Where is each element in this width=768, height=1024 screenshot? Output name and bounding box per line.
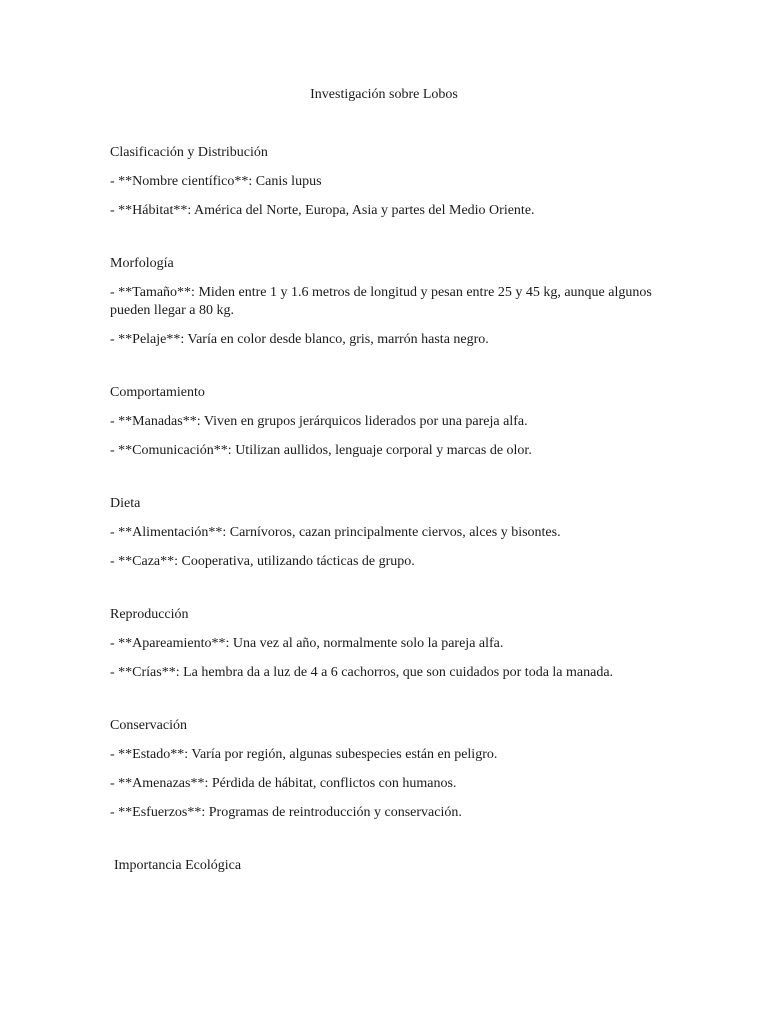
paragraph-item: - **Crías**: La hembra da a luz de 4 a 6 cachorros, que son cuidados por toda la manada. bbox=[110, 665, 614, 680]
document-body bbox=[110, 144, 670, 886]
section-importancia bbox=[110, 857, 670, 875]
paragraph-item: - **Comunicación**: Utilizan aullidos, lenguaje corporal y marcas de olor. bbox=[110, 443, 532, 458]
section-morfologia bbox=[110, 255, 670, 349]
document-title: Investigación sobre Lobos bbox=[310, 87, 458, 102]
section-heading: Reproducción bbox=[110, 607, 189, 622]
paragraph-item: - **Alimentación**: Carnívoros, cazan principalmente ciervos, alces y bisontes. bbox=[110, 525, 561, 540]
paragraph-item: - **Pelaje**: Varía en color desde blanco, gris, marrón hasta negro. bbox=[110, 332, 489, 347]
paragraph-item: - **Hábitat**: América del Norte, Europa, Asia y partes del Medio Oriente. bbox=[110, 203, 535, 218]
section-reproduccion bbox=[110, 606, 670, 682]
paragraph-item: - **Tamaño**: Miden entre 1 y 1.6 metros de longitud y pesan entre 25 y 45 kg, aunque algunos pueden llegar a 80 kg. bbox=[110, 285, 652, 318]
section-heading: Comportamiento bbox=[110, 385, 205, 400]
paragraph-item: - **Amenazas**: Pérdida de hábitat, conflictos con humanos. bbox=[110, 776, 457, 791]
section-heading: Dieta bbox=[110, 496, 141, 511]
paragraph-item: - **Manadas**: Viven en grupos jerárquicos liderados por una pareja alfa. bbox=[110, 414, 528, 429]
section-heading: Clasificación y Distribución bbox=[110, 145, 268, 160]
section-comportamiento bbox=[110, 384, 670, 460]
section-clasificacion bbox=[110, 144, 670, 220]
paragraph-item: - **Esfuerzos**: Programas de reintroducción y conservación. bbox=[110, 805, 462, 820]
section-heading: Conservación bbox=[110, 718, 187, 733]
paragraph-item: - **Nombre científico**: Canis lupus bbox=[110, 174, 322, 189]
section-conservacion bbox=[110, 717, 670, 822]
paragraph-item: - **Caza**: Cooperativa, utilizando tácticas de grupo. bbox=[110, 554, 415, 569]
paragraph-item: - **Apareamiento**: Una vez al año, normalmente solo la pareja alfa. bbox=[110, 636, 504, 651]
section-heading: Morfología bbox=[110, 256, 174, 271]
section-heading: Importancia Ecológica bbox=[114, 858, 242, 873]
section-dieta bbox=[110, 495, 670, 571]
paragraph-item: - **Estado**: Varía por región, algunas subespecies están en peligro. bbox=[110, 747, 498, 762]
